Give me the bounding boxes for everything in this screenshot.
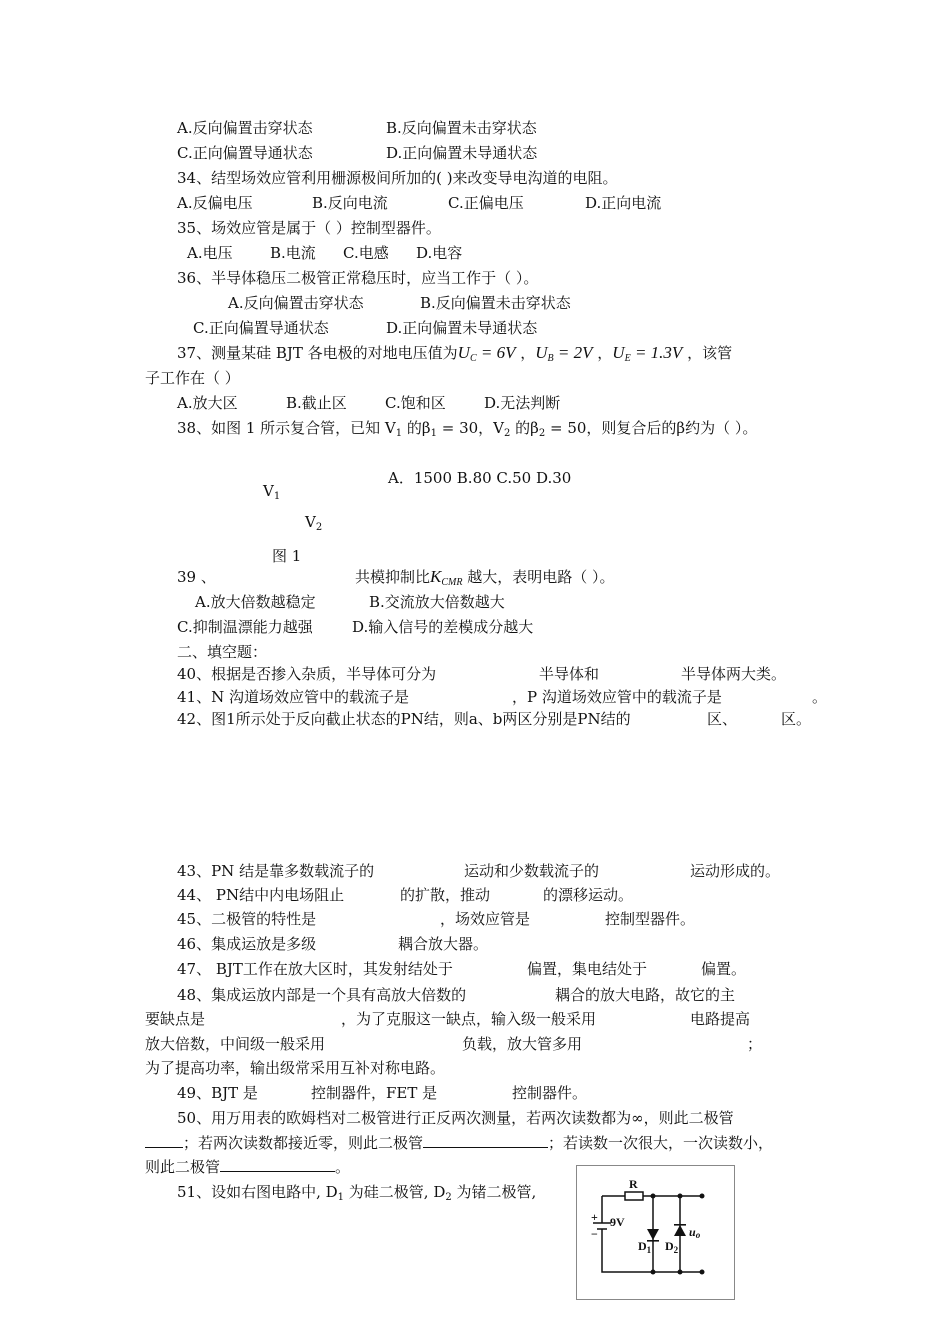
- answer-blank[interactable]: [423, 1133, 548, 1148]
- section-heading: 二、填空题：: [177, 643, 268, 661]
- option-b: B.反向偏置未击穿状态: [386, 119, 537, 137]
- q39-option-d: D.输入信号的差模成分越大: [352, 618, 534, 636]
- q37-text: 37、测量某硅 BJT 各电极的对地电压值为: [177, 344, 458, 362]
- circuit-svg: [577, 1166, 734, 1299]
- figure-v2-label: $V_2$: [305, 513, 323, 533]
- q34-option-d: D.正向电流: [585, 194, 662, 212]
- q34-option-b: B.反向电流: [312, 194, 388, 212]
- q45-part-2: ，场效应管是: [440, 910, 531, 928]
- q48-part-6: 放大倍数，中间级一般采用: [145, 1035, 326, 1053]
- q35-option-c: C.电感: [343, 244, 389, 262]
- q36-option-d: D.正向偏置未导通状态: [386, 319, 538, 337]
- question-50-line-2: ；若两次读数都接近零，则此二极管 ；若读数一次很大，一次读数小，: [145, 1133, 773, 1153]
- q36-option-c: C.正向偏置导通状态: [193, 319, 329, 337]
- q42-part-3: 区。: [781, 710, 812, 728]
- battery-plus: +: [591, 1210, 598, 1224]
- battery-voltage: 9V: [610, 1215, 625, 1229]
- q35-option-d: D.电容: [416, 244, 463, 262]
- q40-part-3: 半导体两大类。: [681, 665, 787, 683]
- option-a: A.反向偏置击穿状态: [177, 119, 313, 137]
- diode-circuit-figure: [576, 1165, 735, 1300]
- d2-label: $D_2$: [665, 1239, 679, 1255]
- q43-part-1: 43、PN 结是靠多数载流子的: [177, 862, 375, 880]
- q37-option-a: A.放大区: [177, 394, 238, 412]
- q49-part-3: 控制器件。: [512, 1084, 588, 1102]
- q41-part-2: ，P 沟道场效应管中的载流子是: [512, 688, 722, 706]
- q44-part-1: 44、 PN结中内电场阻止: [177, 886, 345, 904]
- q35-option-a: A.电压: [187, 244, 233, 262]
- k-cmr-symbol: $K_{CMR}$: [430, 567, 463, 588]
- q49-part-1: 49、BJT 是: [177, 1084, 258, 1102]
- q37-uc: $U_C = 6V$: [457, 343, 516, 364]
- q48-part-4: ，为了克服这一缺点，输入级一般采用: [341, 1010, 597, 1028]
- q48-part-7: 负载，放大管多用: [462, 1035, 583, 1053]
- q39-option-c: C.抑制温漂能力越强: [177, 618, 313, 636]
- question-38: 38、如图 1 所示复合管，已知 $V_1$ 的$\beta_1 = 30$，$V_2$ 的$\beta_2 = 50$，则复合后的β约为（ ）。: [177, 419, 758, 439]
- q40-part-2: 半导体和: [539, 665, 600, 683]
- d1-label: $D_1$: [638, 1239, 652, 1255]
- q43-part-2: 运动和少数载流子的: [464, 862, 600, 880]
- q36-option-b: B.反向偏置未击穿状态: [420, 294, 571, 312]
- q47-part-3: 偏置。: [701, 960, 747, 978]
- question-50: 50、用万用表的欧姆档对二极管进行正反两次测量，若两次读数都为∞，则此二极管: [177, 1109, 734, 1127]
- answer-blank[interactable]: [145, 1133, 183, 1148]
- question-51: 51、设如右图电路中, $D_1$ 为硅二极管, $D_2$ 为锗二极管,: [177, 1183, 537, 1203]
- question-37-cont: 子工作在（ ）: [145, 369, 240, 387]
- q37-option-c: C.饱和区: [385, 394, 446, 412]
- question-36: 36、半导体稳压二极管正常稳压时，应当工作于（ ）。: [177, 269, 539, 287]
- option-d: D.正向偏置未导通状态: [386, 144, 538, 162]
- q48-part-8: ；: [747, 1035, 763, 1053]
- q41-part-3: 。: [812, 688, 828, 706]
- q42-part-1: 42、图1所示处于反向截止状态的PN结，则a、b两区分别是PN结的: [177, 710, 631, 728]
- q47-part-2: 偏置，集电结处于: [527, 960, 648, 978]
- question-35: 35、场效应管是属于（ ）控制型器件。: [177, 219, 441, 237]
- q37-ub: $U_B = 2V$: [535, 343, 593, 364]
- q36-option-a: A.反向偏置击穿状态: [228, 294, 364, 312]
- q46-part-2: 耦合放大器。: [398, 935, 489, 953]
- option-c: C.正向偏置导通状态: [177, 144, 313, 162]
- q44-part-2: 的扩散，推动: [400, 886, 491, 904]
- q40-part-1: 40、根据是否掺入杂质，半导体可分为: [177, 665, 437, 683]
- q46-part-1: 46、集成运放是多级: [177, 935, 317, 953]
- question-50-line-3: 则此二极管 。: [145, 1158, 351, 1176]
- q37-ue: $U_E = 1.3V$: [612, 343, 683, 364]
- q41-part-1: 41、N 沟道场效应管中的载流子是: [177, 688, 409, 706]
- q49-part-2: 控制器件，FET 是: [311, 1084, 438, 1102]
- q42-part-2: 区、: [707, 710, 738, 728]
- q39-option-b: B.交流放大倍数越大: [369, 593, 505, 611]
- question-39: 共模抑制比$K_{CMR}$ 越大，表明电路（ ）。: [355, 567, 615, 588]
- q39-option-a: A.放大倍数越稳定: [195, 593, 316, 611]
- figure-caption: 图 1: [272, 547, 302, 565]
- q43-part-3: 运动形成的。: [690, 862, 781, 880]
- resistor-label: R: [629, 1177, 638, 1191]
- q34-option-c: C.正偏电压: [448, 194, 524, 212]
- q48-part-1: 48、集成运放内部是一个具有高放大倍数的: [177, 986, 467, 1004]
- q44-part-3: 的漂移运动。: [543, 886, 634, 904]
- answer-blank[interactable]: [220, 1157, 335, 1172]
- question-39-number: 39 、: [177, 568, 216, 586]
- q48-part-9: 为了提高功率，输出级常采用互补对称电路。: [145, 1059, 446, 1077]
- q34-option-a: A.反偏电压: [177, 194, 253, 212]
- q45-part-3: 控制型器件。: [605, 910, 696, 928]
- q37-option-b: B.截止区: [286, 394, 347, 412]
- q48-part-3: 要缺点是: [145, 1010, 206, 1028]
- q37-option-d: D.无法判断: [484, 394, 561, 412]
- q48-part-2: 耦合的放大电路，故它的主: [555, 986, 736, 1004]
- q38-options: A．1500 B.80 C.50 D.30: [388, 469, 572, 487]
- q48-part-5: 电路提高: [690, 1010, 751, 1028]
- battery-minus: −: [591, 1227, 598, 1241]
- q47-part-1: 47、 BJT工作在放大区时，其发射结处于: [177, 960, 453, 978]
- q45-part-1: 45、二极管的特性是: [177, 910, 317, 928]
- question-37: 37、测量某硅 BJT 各电极的对地电压值为$U_C = 6V$ ，$U_B = 2V$ ，$U_E = 1.3V$ ，该管: [177, 343, 733, 364]
- question-34: 34、结型场效应管利用栅源极间所加的( )来改变导电沟道的电阻。: [177, 169, 618, 187]
- output-label: uo: [689, 1225, 701, 1240]
- q35-option-b: B.电流: [270, 244, 316, 262]
- figure-v1-label: $V_1$: [263, 482, 281, 502]
